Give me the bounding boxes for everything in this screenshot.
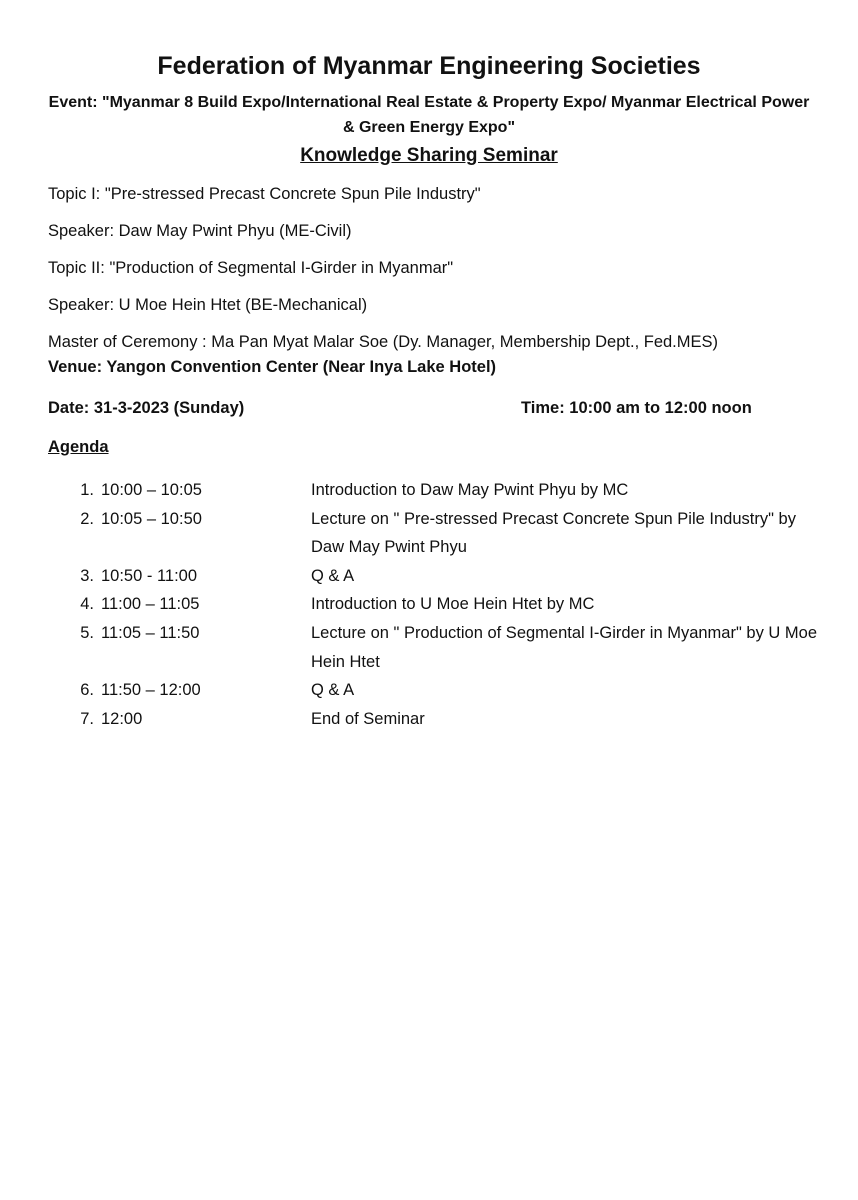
event-time: Time: 10:00 am to 12:00 noon bbox=[521, 399, 752, 417]
agenda-item-time: 11:00 – 11:05 bbox=[101, 595, 200, 614]
agenda-item bbox=[0, 590, 858, 619]
speaker-one: Speaker: Daw May Pwint Phyu (ME-Civil) bbox=[48, 222, 352, 240]
agenda-item bbox=[0, 676, 858, 705]
agenda-item-number: 2. bbox=[80, 509, 94, 528]
agenda-item-time: 11:05 – 11:50 bbox=[101, 623, 200, 642]
agenda-list bbox=[0, 476, 858, 733]
master-of-ceremony: Master of Ceremony : Ma Pan Myat Malar Soe (Dy. Manager, Membership Dept., Fed.MES) bbox=[48, 333, 719, 351]
agenda-item-time: 11:50 – 12:00 bbox=[101, 681, 201, 700]
venue: Venue: Yangon Convention Center (Near Inya Lake Hotel) bbox=[48, 358, 497, 376]
agenda-item bbox=[0, 619, 858, 676]
agenda-item bbox=[0, 505, 858, 562]
agenda-item-number: 7. bbox=[80, 709, 94, 728]
seminar-title: Knowledge Sharing Seminar bbox=[300, 145, 558, 166]
agenda-item bbox=[0, 476, 858, 505]
agenda-item-description: Q & A bbox=[311, 566, 355, 585]
agenda-item-number: 3. bbox=[80, 566, 94, 585]
agenda-item-time: 10:05 – 10:50 bbox=[101, 509, 202, 528]
agenda-heading: Agenda bbox=[48, 438, 109, 456]
agenda-item-description: Introduction to Daw May Pwint Phyu by MC bbox=[311, 481, 629, 499]
agenda-item-time: 10:50 - 11:00 bbox=[101, 566, 198, 585]
agenda-item-number: 5. bbox=[80, 623, 94, 642]
agenda-item-time: 12:00 bbox=[101, 709, 143, 728]
event-date: Date: 31-3-2023 (Sunday) bbox=[48, 399, 245, 417]
agenda-item bbox=[0, 705, 858, 734]
agenda-item-description: Q & A bbox=[311, 681, 355, 700]
agenda-item-description: End of Seminar bbox=[311, 709, 425, 728]
organization-title: Federation of Myanmar Engineering Societies bbox=[157, 52, 701, 80]
agenda-item-number: 6. bbox=[80, 681, 94, 700]
agenda-item bbox=[0, 562, 858, 591]
topic-one: Topic I: "Pre-stressed Precast Concrete Spun Pile Industry" bbox=[48, 185, 481, 203]
agenda-item-time: 10:00 – 10:05 bbox=[101, 481, 202, 499]
topic-two: Topic II: "Production of Segmental I-Girder in Myanmar" bbox=[48, 259, 454, 277]
event-line: Event: "Myanmar 8 Build Expo/International Real Estate & Property Expo/ Myanmar Electrical Power & Green Energy Expo" bbox=[48, 94, 810, 136]
agenda-item-description: Introduction to U Moe Hein Htet by MC bbox=[311, 595, 595, 614]
agenda-item-description: Lecture on " Production of Segmental I-Girder in Myanmar" by U Moe Hein Htet bbox=[311, 623, 818, 671]
agenda-item-number: 1. bbox=[80, 481, 94, 499]
agenda-item-number: 4. bbox=[80, 595, 94, 614]
speaker-two: Speaker: U Moe Hein Htet (BE-Mechanical) bbox=[48, 296, 368, 314]
agenda-item-description: Lecture on " Pre-stressed Precast Concrete Spun Pile Industry" by Daw May Pwint Phyu bbox=[311, 509, 796, 557]
